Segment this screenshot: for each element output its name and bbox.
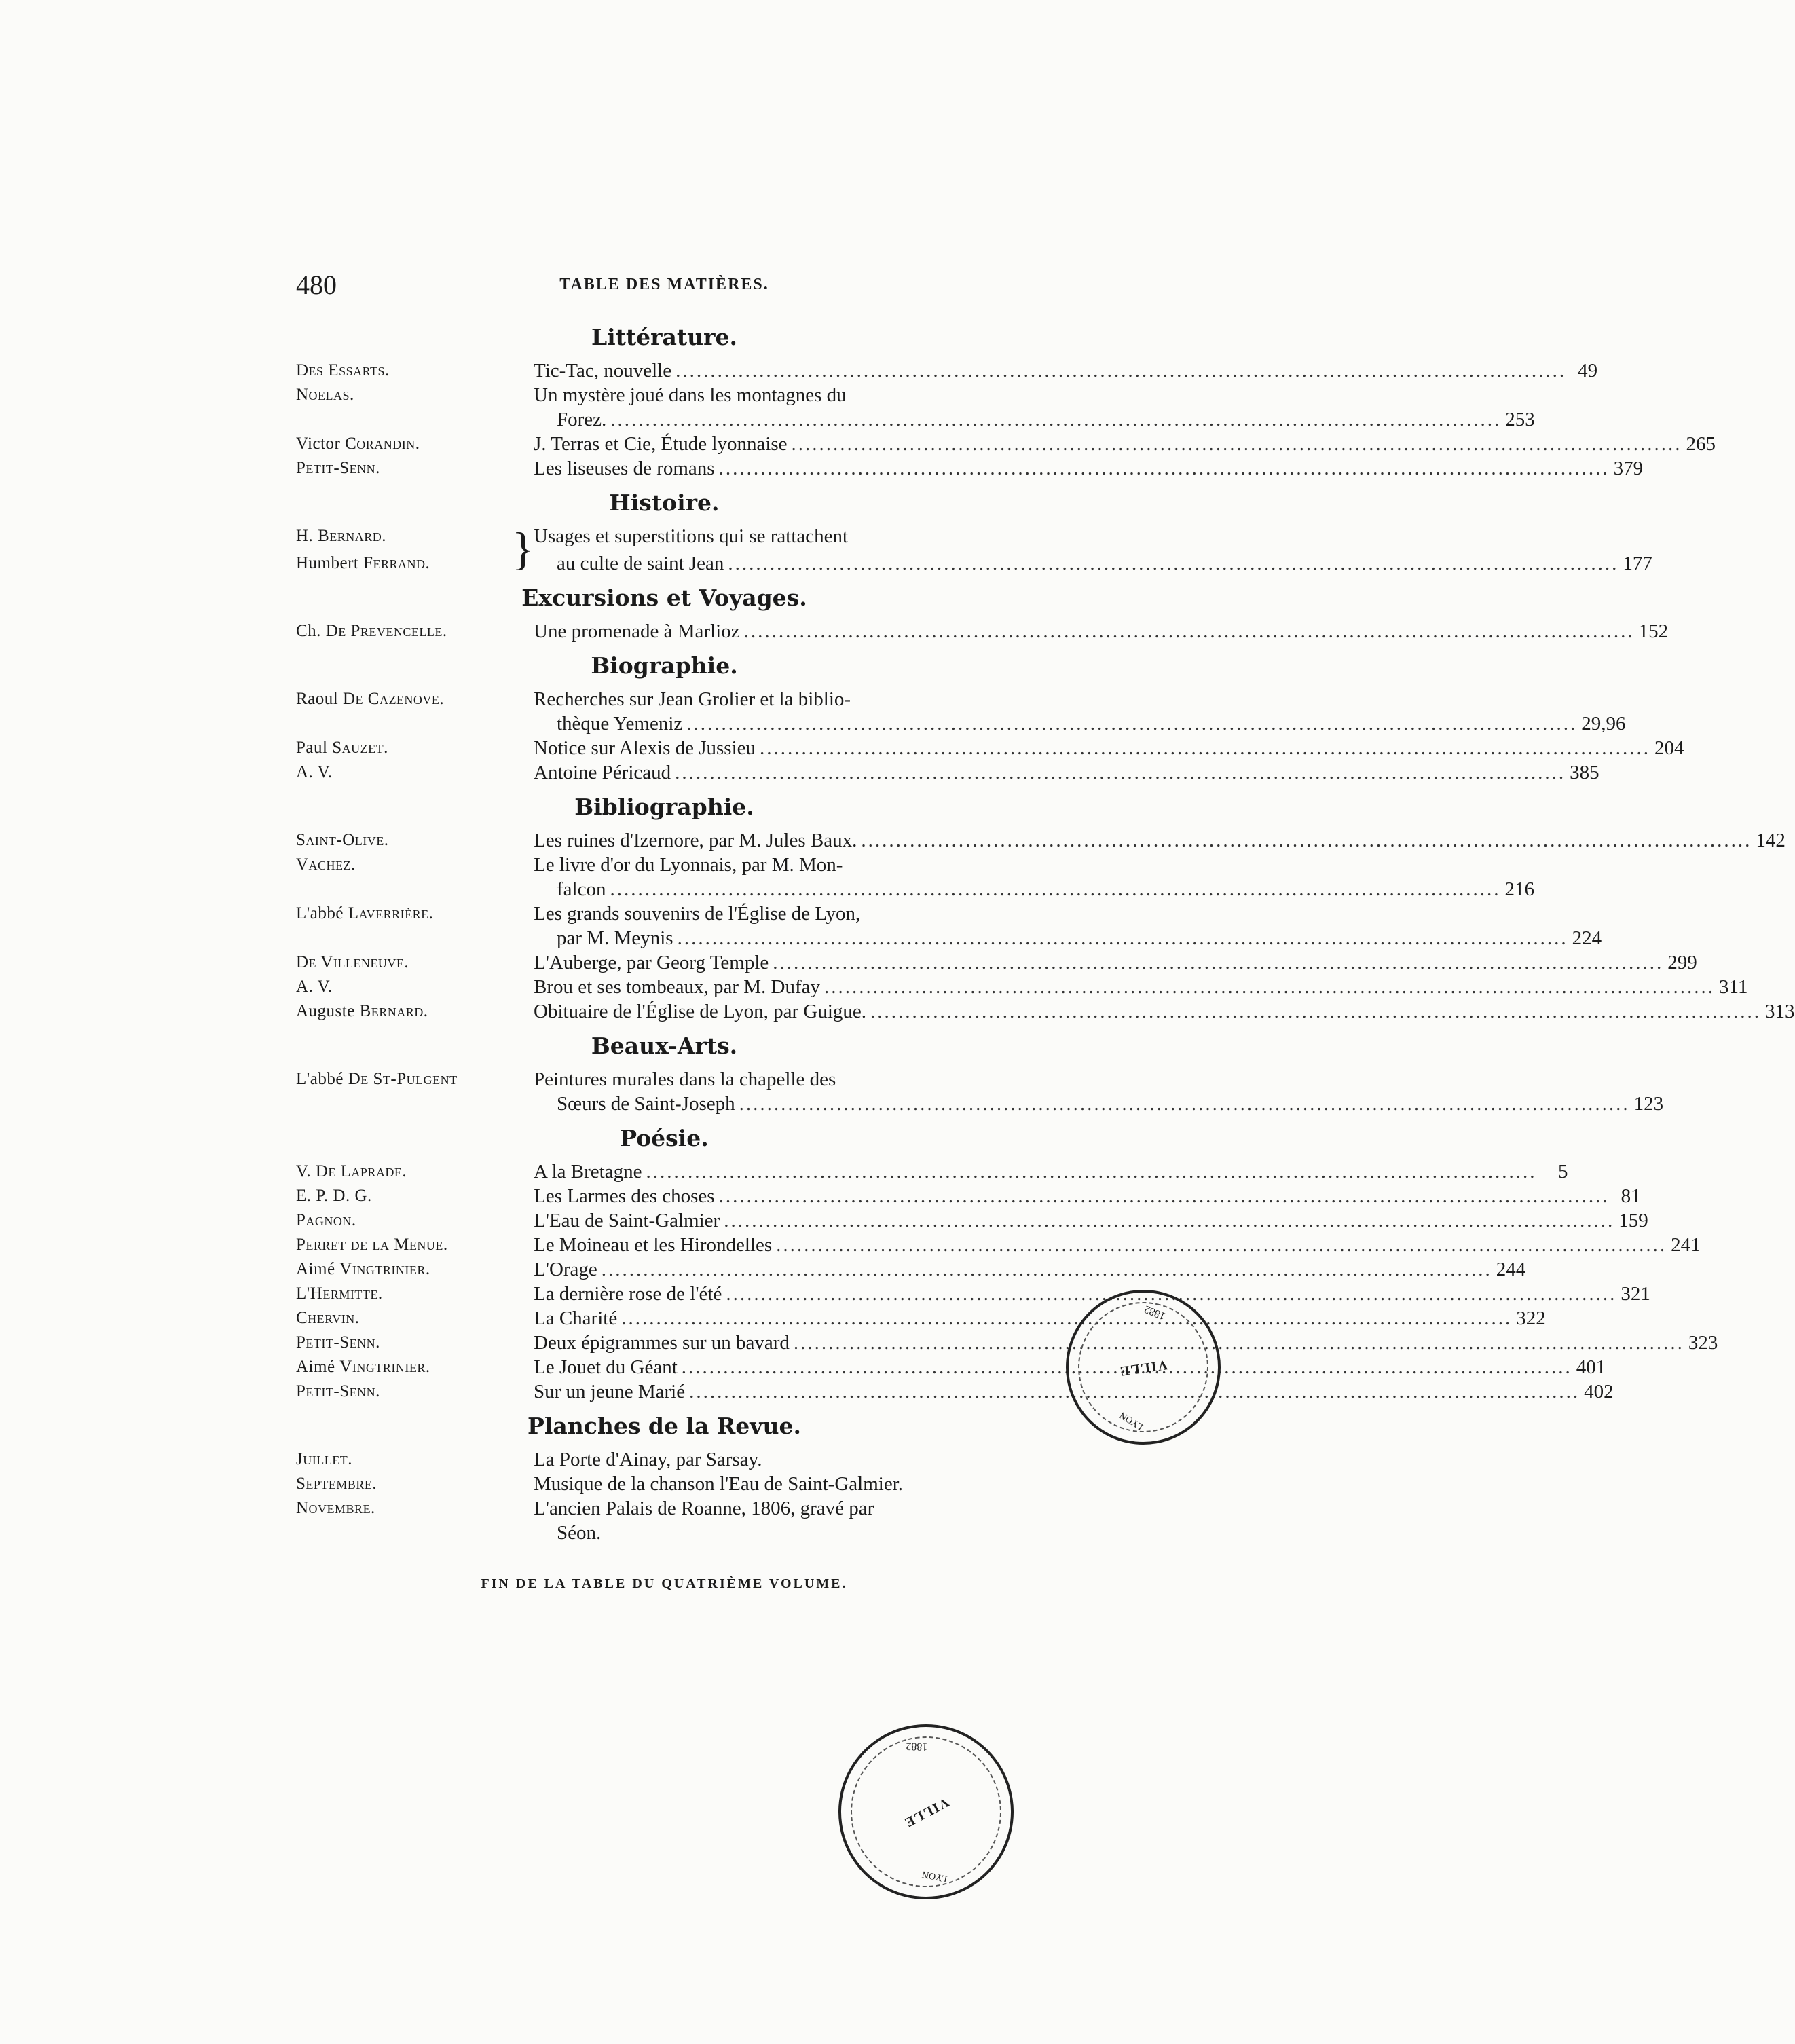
entry-author — [296, 383, 534, 407]
work-title-line: Usages et superstitions qui se rattachent — [534, 525, 849, 547]
entry-page: 265 — [1686, 433, 1716, 455]
entry-work — [534, 760, 1599, 785]
entry-page: 142 — [1756, 830, 1785, 851]
entry-work — [534, 1233, 1701, 1257]
entry-page: 244 — [1496, 1259, 1526, 1280]
author-surname: Sauzet. — [332, 739, 388, 757]
section-title: Bibliographie. — [574, 794, 754, 820]
toc-entry — [296, 1208, 1648, 1233]
work-title-line: Tic-Tac, nouvelle — [534, 360, 672, 382]
author-name: Ch. — [296, 622, 326, 640]
entry-work — [534, 736, 1684, 760]
entry-page: 401 — [1576, 1356, 1606, 1378]
entry-work — [534, 358, 1597, 383]
entry-author — [296, 358, 534, 383]
author-surname: De Villeneuve. — [296, 953, 409, 971]
entry-author — [296, 1067, 534, 1092]
author-surname: Petit-Senn. — [296, 459, 380, 477]
section-title: Poésie. — [620, 1125, 709, 1151]
work-title-line: L'Eau de Saint-Galmier — [534, 1210, 720, 1231]
work-title-line: Les liseuses de romans — [534, 458, 715, 479]
author-surname: Chervin. — [296, 1309, 360, 1327]
work-title-line: Sœurs de Saint-Joseph — [557, 1093, 735, 1115]
entry-author — [296, 999, 534, 1024]
entry-author — [296, 760, 534, 785]
toc-entry — [296, 1067, 1664, 1116]
author-surname: Perret de la Menue. — [296, 1235, 448, 1254]
stamp-word: VILLE — [1117, 1356, 1169, 1379]
section-excursions — [296, 581, 1669, 644]
stamp-year: 1882 — [906, 1740, 928, 1753]
running-header — [296, 269, 1033, 303]
entry-page: 253 — [1505, 409, 1535, 430]
entry-work — [534, 1472, 1033, 1496]
author-name: L'abbé — [296, 904, 348, 923]
work-title-line: La Porte d'Ainay, par Sarsay. — [534, 1449, 762, 1470]
toc-entry — [296, 1159, 1568, 1184]
entry-page: 313 — [1765, 1001, 1795, 1022]
toc-entry — [296, 358, 1598, 383]
work-title-line: Les Larmes des choses — [534, 1185, 715, 1207]
work-title-line: Antoine Péricaud — [534, 762, 671, 783]
entry-author — [296, 736, 534, 760]
entry-author — [296, 1184, 534, 1208]
toc-entry — [296, 760, 1599, 785]
section-beaux-arts — [296, 1029, 1664, 1116]
author-surname: Septembre. — [296, 1474, 377, 1493]
stamp-city: LYON — [921, 1868, 949, 1884]
author-name: Aimé — [296, 1260, 340, 1278]
entry-page: 322 — [1516, 1307, 1546, 1329]
author-surname: Saint-Olive. — [296, 831, 389, 849]
work-title-line: Brou et ses tombeaux, par M. Dufay — [534, 976, 821, 998]
work-title-line: A la Bretagne — [534, 1161, 642, 1183]
work-title-line: Une promenade à Marlioz — [534, 620, 740, 642]
author-name: L'abbé — [296, 1070, 348, 1088]
author-surname: Juillet. — [296, 1450, 352, 1468]
author-surname: Vingtrinier. — [339, 1260, 430, 1278]
author-name: Humbert — [296, 554, 364, 572]
entry-work — [534, 432, 1716, 456]
entry-work — [534, 853, 1534, 902]
entry-author — [296, 1282, 534, 1306]
entry-author — [296, 1331, 534, 1355]
author-name: Victor — [296, 434, 346, 453]
author-surname: Petit-Senn. — [296, 1333, 380, 1352]
author-surname: Ferrand. — [363, 554, 430, 572]
toc-entry — [296, 853, 1534, 902]
section-title: Excursions et Voyages. — [521, 584, 807, 611]
entry-work — [534, 1447, 1033, 1472]
entry-author — [296, 1159, 534, 1184]
entry-page: 159 — [1618, 1210, 1648, 1231]
entry-page: 123 — [1633, 1093, 1664, 1115]
toc-entry — [296, 902, 1602, 950]
author-surname: De St-Pulgent — [348, 1070, 458, 1088]
entry-page: 152 — [1638, 620, 1669, 642]
work-title-line: Sur un jeune Marié — [534, 1381, 686, 1402]
work-title-line: Séon. — [557, 1522, 602, 1544]
entry-page: 241 — [1671, 1234, 1701, 1256]
entry-work — [534, 1159, 1568, 1184]
end-note: FIN DE LA TABLE DU QUATRIÈME VOLUME. — [481, 1576, 848, 1591]
toc-entry — [296, 1447, 1033, 1472]
entry-work — [534, 975, 1747, 999]
toc-entry — [296, 1184, 1641, 1208]
author-surname: L'Hermitte. — [296, 1284, 383, 1303]
author-surname: Pagnon. — [296, 1211, 356, 1229]
author-surname: Vingtrinier. — [339, 1358, 430, 1376]
work-title-line: falcon — [557, 878, 606, 900]
author-surname: De Prevencelle. — [325, 622, 447, 640]
author-name: Aimé — [296, 1358, 340, 1376]
entry-author — [296, 687, 534, 711]
work-title-line: Musique de la chanson l'Eau de Saint-Galmier. — [534, 1473, 904, 1495]
entry-work — [534, 902, 1602, 950]
section-bibliographie — [296, 790, 1795, 1024]
brace-glyph: } — [512, 523, 534, 574]
toc-entry — [296, 1331, 1718, 1355]
author-surname: Corandin. — [345, 434, 420, 453]
entry-author — [296, 1208, 534, 1233]
author-name: H. — [296, 527, 318, 545]
running-title: TABLE DES MATIÈRES. — [559, 276, 769, 293]
section-title: Beaux-Arts. — [591, 1033, 738, 1059]
toc-entry — [296, 687, 1626, 736]
entry-page: 49 — [1578, 360, 1598, 382]
entry-work — [534, 1282, 1650, 1306]
work-title-line: Recherches sur Jean Grolier et la biblio- — [534, 688, 851, 710]
entry-page: 299 — [1667, 952, 1697, 973]
entry-page: 379 — [1613, 458, 1644, 479]
toc-entry-histoire — [296, 523, 1652, 576]
toc-entry — [296, 975, 1748, 999]
stamp-year: 1882 — [1143, 1303, 1168, 1322]
entry-author — [296, 1472, 534, 1496]
entry-work — [534, 828, 1785, 853]
section-planches — [296, 1409, 1033, 1545]
author-surname: Noelas. — [296, 386, 354, 404]
work-title-line: Les ruines d'Izernore, par M. Jules Baux. — [534, 830, 857, 851]
entry-page: 5 — [1557, 1161, 1568, 1183]
author-surname: De Laprade. — [315, 1162, 407, 1181]
entry-author — [296, 1496, 534, 1521]
toc-entry — [296, 1379, 1614, 1404]
entry-author — [296, 1257, 534, 1282]
toc-entry — [296, 1472, 1033, 1496]
section-litterature — [296, 320, 1716, 481]
section-title: Littérature. — [591, 324, 738, 350]
toc-entry — [296, 1496, 1033, 1545]
work-title-line: Forez. — [557, 409, 607, 430]
entry-page: 81 — [1621, 1185, 1641, 1207]
page-number: 480 — [296, 270, 337, 300]
entry-work — [534, 1306, 1546, 1331]
section-title: Planches de la Revue. — [528, 1413, 801, 1439]
work-title-line: L'Orage — [534, 1259, 597, 1280]
stamp-city: LYON — [1118, 1409, 1145, 1432]
entry-author — [296, 1233, 534, 1257]
toc-entry — [296, 432, 1716, 456]
toc-entry — [296, 1233, 1701, 1257]
entry-page: 311 — [1719, 976, 1748, 998]
work-title-line: La dernière rose de l'été — [534, 1283, 722, 1305]
entry-author — [296, 432, 534, 456]
toc-entry — [296, 736, 1684, 760]
entry-author — [296, 902, 534, 926]
section-biographie — [296, 649, 1684, 785]
work-title-line: par M. Meynis — [557, 927, 673, 949]
entry-work — [534, 1257, 1525, 1282]
entry-authors — [296, 524, 534, 576]
stamp-word: VILLE — [901, 1794, 952, 1831]
section-histoire — [296, 486, 1652, 576]
toc-entry — [296, 619, 1669, 644]
entry-work — [534, 999, 1795, 1024]
work-title-line: Le livre d'or du Lyonnais, par M. Mon- — [534, 854, 843, 876]
entry-author — [296, 456, 534, 481]
entry-author — [296, 1355, 534, 1379]
entry-work — [534, 1496, 1033, 1545]
work-title-line: Notice sur Alexis de Jussieu — [534, 737, 756, 759]
entry-work — [534, 1184, 1641, 1208]
author-name: Auguste — [296, 1002, 360, 1020]
section-title: Biographie. — [591, 652, 738, 679]
entry-author — [296, 975, 534, 999]
work-title-line: Un mystère joué dans les montagnes du — [534, 384, 847, 406]
author-name: A. V. — [296, 763, 333, 781]
toc-entry — [296, 950, 1697, 975]
entry-page: 402 — [1584, 1381, 1614, 1402]
section-title: Histoire. — [609, 489, 720, 516]
work-title-line: Deux épigrammes sur un bavard — [534, 1332, 790, 1354]
entry-page: 177 — [1623, 553, 1652, 574]
work-title-line: au culte de saint Jean — [557, 553, 724, 574]
library-stamp — [827, 1713, 1024, 1910]
toc-entry — [296, 456, 1644, 481]
toc-entry — [296, 828, 1785, 853]
author-surname: Novembre. — [296, 1499, 375, 1517]
entry-work — [534, 950, 1697, 975]
entry-page: 29,96 — [1581, 713, 1626, 735]
work-title-line: Les grands souvenirs de l'Église de Lyon, — [534, 903, 861, 925]
work-title-line: J. Terras et Cie, Étude lyonnaise — [534, 433, 788, 455]
author-surname: De Cazenove. — [342, 690, 445, 708]
work-title-line: Le Moineau et les Hirondelles — [534, 1234, 773, 1256]
toc-entry — [296, 1282, 1650, 1306]
entry-author — [296, 1379, 534, 1404]
entry-work — [534, 456, 1643, 481]
author-name: V. — [296, 1162, 316, 1181]
author-surname: Bernard. — [318, 527, 386, 545]
entry-author — [296, 619, 534, 644]
author-surname: Laverrière. — [348, 904, 434, 923]
entry-page: 216 — [1504, 878, 1534, 900]
work-title-line: La Charité — [534, 1307, 618, 1329]
entry-work — [512, 523, 1652, 576]
toc-entry — [296, 383, 1535, 432]
work-title-line: Le Jouet du Géant — [534, 1356, 678, 1378]
work-title-line: Peintures murales dans la chapelle des — [534, 1069, 836, 1090]
entry-page: 321 — [1621, 1283, 1650, 1305]
work-title-line: L'Auberge, par Georg Temple — [534, 952, 769, 973]
entry-author — [296, 950, 534, 975]
entry-author — [296, 828, 534, 853]
work-title-line: L'ancien Palais de Roanne, 1806, gravé par — [534, 1498, 874, 1519]
entry-page: 224 — [1572, 927, 1602, 949]
entry-page: 385 — [1570, 762, 1599, 783]
author-surname: Petit-Senn. — [296, 1382, 380, 1400]
toc-entry — [296, 999, 1795, 1024]
entry-work — [534, 383, 1535, 432]
work-title-line: thèque Yemeniz — [557, 713, 683, 735]
author-name: A. V. — [296, 978, 333, 996]
entry-work — [534, 687, 1626, 736]
entry-work — [534, 619, 1668, 644]
entry-page: 323 — [1688, 1332, 1718, 1354]
toc-entry — [296, 1257, 1526, 1282]
author-surname: Vachez. — [296, 855, 356, 874]
entry-author — [296, 1447, 534, 1472]
entry-work — [534, 1067, 1663, 1116]
work-title-line: Obituaire de l'Église de Lyon, par Guigue. — [534, 1001, 867, 1022]
entry-author — [296, 1306, 534, 1331]
author-surname: Bernard. — [359, 1002, 428, 1020]
author-name: E. P. D. G. — [296, 1187, 372, 1205]
entry-author — [296, 853, 534, 877]
author-name: Raoul — [296, 690, 343, 708]
author-surname: Des Essarts. — [296, 361, 390, 379]
author-name: Paul — [296, 739, 333, 757]
entry-work — [534, 1208, 1648, 1233]
entry-page: 204 — [1654, 737, 1684, 759]
